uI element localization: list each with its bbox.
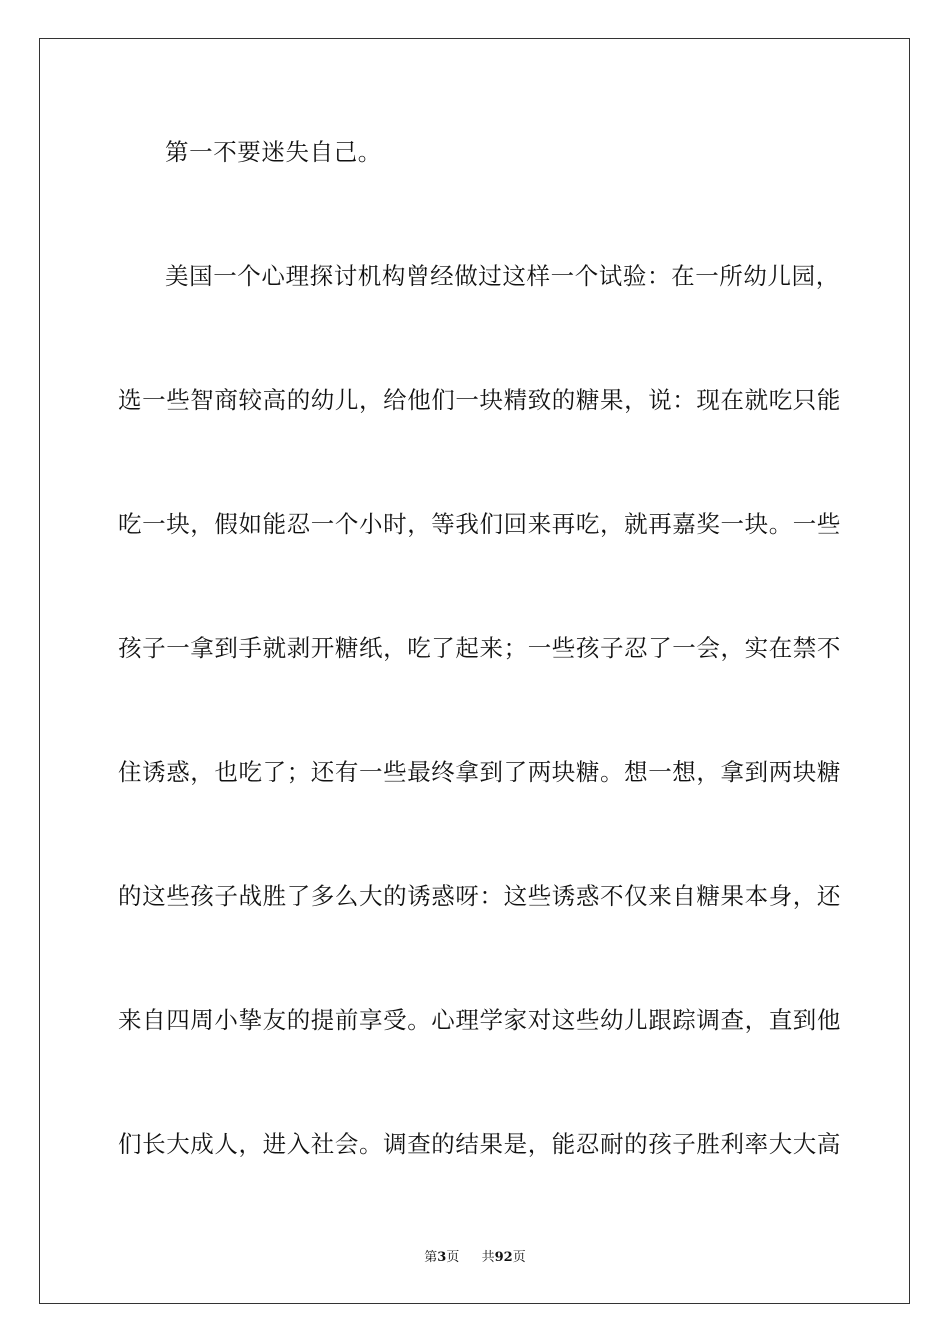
text-line: 们长大成人，进入社会。调查的结果是，能忍耐的孩子胜利率大大高 (118, 1130, 841, 1158)
text-line: 选一些智商较高的幼儿，给他们一块精致的糖果，说：现在就吃只能 (118, 386, 841, 414)
total-pages-number: 92 (494, 1250, 513, 1265)
text-line: 住诱惑，也吃了；还有一些最终拿到了两块糖。想一想，拿到两块糖 (118, 758, 841, 786)
text-line: 第一不要迷失自己。 (165, 138, 382, 166)
text-line: 美国一个心理探讨机构曾经做过这样一个试验：在一所幼儿园， (165, 262, 840, 290)
page-footer (0, 1250, 950, 1266)
page-border (39, 38, 910, 1304)
page-suffix: 页 (446, 1250, 460, 1265)
page-prefix: 第 (424, 1250, 438, 1265)
text-line: 孩子一拿到手就剥开糖纸，吃了起来；一些孩子忍了一会，实在禁不 (118, 634, 841, 662)
text-line: 的这些孩子战胜了多么大的诱惑呀：这些诱惑不仅来自糖果本身，还 (118, 882, 841, 910)
text-line: 吃一块，假如能忍一个小时，等我们回来再吃，就再嘉奖一块。一些 (118, 510, 841, 538)
text-line: 来自四周小挚友的提前享受。心理学家对这些幼儿跟踪调查，直到他 (118, 1006, 841, 1034)
total-prefix: 共 (481, 1250, 495, 1265)
total-suffix: 页 (512, 1250, 526, 1265)
current-page-number: 3 (437, 1250, 447, 1265)
